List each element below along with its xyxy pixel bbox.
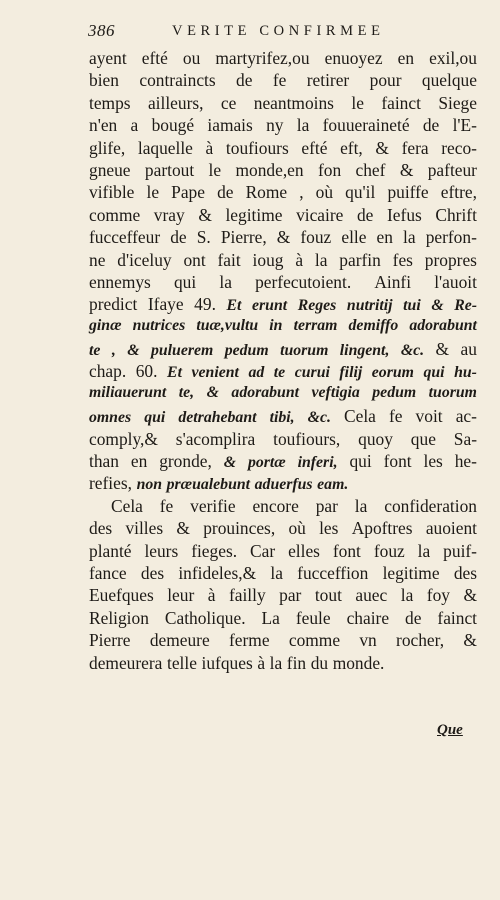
word: puif-: [443, 540, 477, 561]
word: Pape: [171, 182, 205, 203]
word: du: [310, 652, 329, 673]
word: prouinces,: [203, 518, 276, 539]
word: perfon-: [425, 227, 477, 248]
italic-word: qui: [423, 364, 445, 382]
word: fait: [217, 249, 241, 270]
word: gronde,: [159, 451, 212, 472]
word: ferme: [229, 630, 270, 651]
text-line: [89, 361, 477, 383]
word: où: [315, 182, 334, 203]
word: &: [463, 585, 477, 606]
word: vn: [359, 630, 377, 651]
word: puiffe: [387, 182, 429, 203]
word: enuoyez: [324, 48, 383, 68]
word: fouz: [300, 227, 332, 248]
italic-word: tui: [403, 297, 421, 315]
word: 60.: [135, 361, 158, 382]
word: des: [89, 518, 113, 539]
italic-word: te: [273, 364, 286, 382]
word: en: [397, 48, 415, 68]
text-line: [89, 205, 477, 227]
word: fainct: [437, 607, 477, 628]
italic-word: demiffo: [348, 316, 399, 334]
text-line: [89, 160, 477, 182]
word: la: [219, 271, 232, 292]
word: qu'il: [345, 182, 376, 203]
word: failly: [228, 585, 266, 606]
text-line: [89, 541, 477, 563]
word: de: [422, 115, 440, 136]
word: fouueraineté: [322, 115, 410, 136]
word: fe: [388, 406, 403, 427]
word: predict: [89, 294, 138, 315]
italic-word: tuæ,vultu: [196, 316, 259, 334]
word: refies,: [89, 473, 132, 494]
word: ce: [220, 92, 237, 113]
italic-word: tibi,: [269, 409, 295, 427]
word: telle: [166, 652, 197, 673]
text-line: [89, 496, 477, 518]
word: demeurera: [89, 652, 163, 673]
word: neantmoins: [253, 92, 334, 113]
word: villes: [125, 518, 164, 539]
italic-word: Reges: [297, 297, 337, 315]
italic-word: aduerfus: [254, 476, 313, 494]
word: ,: [299, 182, 304, 203]
text-line: [89, 250, 477, 272]
word: iamais: [207, 115, 253, 136]
italic-word: puluerem: [150, 342, 214, 360]
word: l'E-: [452, 115, 477, 136]
italic-word: ,: [111, 342, 116, 360]
word: Pierre: [89, 630, 131, 651]
word: propres: [424, 249, 477, 270]
word: qui: [349, 451, 372, 472]
word: partout: [144, 159, 195, 180]
word: la: [314, 249, 328, 270]
word: contraincts: [139, 70, 216, 91]
word: martyrifez,ou: [215, 48, 310, 68]
word: fe: [159, 495, 174, 516]
word: infideles,&: [178, 562, 257, 583]
word: vifible: [89, 182, 135, 203]
word: iufques: [201, 652, 253, 673]
word: Cela: [111, 495, 143, 516]
italic-word: eam.: [317, 476, 349, 494]
word: d'iceluy: [117, 249, 172, 270]
word: eft,: [340, 137, 363, 158]
word: he-: [454, 451, 477, 472]
italic-word: terram: [293, 316, 338, 334]
italic-word: Re-: [454, 297, 477, 315]
text-line: [89, 473, 477, 495]
word: fucceffeur: [89, 227, 161, 248]
text-line: [89, 138, 477, 160]
word: &: [463, 630, 477, 651]
text-line: [89, 608, 477, 630]
italic-word: filij: [339, 364, 363, 382]
text-line: [89, 115, 477, 137]
italic-word: Et: [167, 364, 182, 382]
word: la: [269, 652, 283, 673]
word: ont: [183, 249, 206, 270]
word: Religion: [89, 607, 149, 628]
catchword: Que: [437, 722, 463, 738]
word: la: [354, 495, 368, 516]
word: à: [207, 585, 216, 606]
word: la: [296, 115, 310, 136]
word: &: [399, 159, 414, 180]
word: gneue: [89, 159, 131, 180]
body-text: [89, 48, 477, 675]
word: ou: [182, 48, 201, 68]
word: than: [89, 451, 119, 472]
text-line: [89, 339, 477, 361]
word: elle: [341, 227, 367, 248]
word: en: [376, 227, 393, 248]
word: bougé: [151, 115, 195, 136]
italic-word: præualebunt: [166, 476, 251, 494]
italic-word: veftigia: [311, 383, 360, 401]
text-line: [89, 518, 477, 540]
word: efté: [301, 137, 328, 158]
word: la: [270, 562, 283, 583]
word: &: [198, 204, 212, 225]
text-line: [89, 272, 477, 294]
text-line: [89, 227, 477, 249]
word: feule: [295, 607, 331, 628]
word: rocher,: [396, 630, 445, 651]
italic-word: curui: [294, 364, 330, 382]
word: Siege: [438, 92, 477, 113]
italic-word: tuorum: [280, 342, 329, 360]
word: par: [315, 495, 338, 516]
text-line: [89, 384, 477, 406]
word: des: [140, 562, 165, 583]
word: &: [176, 518, 190, 539]
word: S.: [196, 227, 211, 248]
word: Cela: [344, 406, 376, 427]
word: l'auoit: [434, 271, 477, 292]
word: ne: [89, 249, 106, 270]
word: Euefques: [89, 585, 154, 606]
word: Pierre,: [220, 227, 267, 248]
text-line: [89, 70, 477, 92]
italic-word: &c.: [307, 409, 331, 427]
word: comply,&: [89, 428, 158, 449]
word: Rome: [245, 182, 288, 203]
italic-word: hu-: [454, 364, 477, 382]
italic-word: adorabunt: [409, 316, 477, 334]
word: fera: [401, 137, 429, 158]
word: de: [217, 182, 234, 203]
italic-word: nutritij: [346, 297, 393, 315]
italic-word: te,: [178, 383, 195, 401]
word: monde.: [332, 652, 385, 673]
word: Chrift: [435, 204, 477, 225]
italic-word: erunt: [252, 297, 288, 315]
text-line: [89, 182, 477, 204]
italic-word: ginæ: [89, 316, 122, 334]
word: au: [460, 339, 477, 360]
word: fieges.: [191, 540, 238, 561]
word: Catholique.: [164, 607, 246, 628]
text-line: [89, 630, 477, 652]
word: temps: [89, 92, 131, 113]
word: comme: [288, 630, 341, 651]
word: fucceffion: [297, 562, 369, 583]
word: les: [423, 451, 443, 472]
word: auec: [355, 585, 388, 606]
word: la: [400, 585, 414, 606]
word: confideration: [384, 495, 477, 516]
italic-word: detrahebant: [178, 409, 257, 427]
word: monde,en: [235, 159, 304, 180]
italic-word: nutrices: [132, 316, 186, 334]
word: legitime: [225, 204, 283, 225]
word: ailleurs,: [147, 92, 204, 113]
word: Ainfi: [374, 271, 412, 292]
word: fes: [392, 249, 413, 270]
word: la: [417, 540, 431, 561]
word: vray: [153, 204, 185, 225]
word: font: [332, 540, 361, 561]
italic-word: te: [89, 342, 101, 360]
word: auoient: [425, 518, 477, 539]
word: parfin: [339, 249, 381, 270]
word: ac-: [455, 406, 477, 427]
word: perfecutoient.: [255, 271, 352, 292]
word: leur: [167, 585, 195, 606]
word: eftre,: [440, 182, 477, 203]
word: glife,: [89, 137, 126, 158]
word: ny: [266, 115, 284, 136]
word: ennemys: [89, 271, 151, 292]
italic-word: adorabunt: [231, 383, 300, 401]
italic-word: in: [269, 316, 283, 334]
word: exil,ou: [429, 48, 477, 68]
word: efté: [141, 48, 168, 68]
italic-word: pedum: [372, 383, 417, 401]
italic-word: eorum: [371, 364, 414, 382]
word: chaire: [346, 607, 390, 628]
text-line: [89, 317, 477, 339]
italic-word: venient: [191, 364, 239, 382]
word: comme: [89, 204, 141, 225]
word: n'en: [89, 115, 118, 136]
word: font: [383, 451, 412, 472]
word: le: [208, 159, 222, 180]
word: encore: [252, 495, 299, 516]
word: demeure: [149, 630, 210, 651]
word: a: [130, 115, 139, 136]
word: quoy: [358, 428, 393, 449]
word: tout: [314, 585, 342, 606]
italic-word: tuorum: [428, 383, 477, 401]
word: 49.: [194, 294, 216, 315]
italic-word: &: [223, 454, 237, 472]
word: chap.: [89, 361, 127, 382]
word: à: [295, 249, 304, 270]
word: de: [170, 227, 187, 248]
text-line: [89, 406, 477, 428]
word: verifie: [190, 495, 236, 516]
word: toufiours: [225, 137, 289, 158]
word: voit: [415, 406, 443, 427]
text-line: [89, 563, 477, 585]
italic-word: ad: [248, 364, 265, 382]
italic-word: Et: [226, 297, 242, 315]
word: ayent: [89, 48, 127, 68]
word: où: [288, 518, 306, 539]
word: fance: [89, 562, 127, 583]
italic-word: inferi,: [297, 454, 338, 472]
word: leurs: [144, 540, 179, 561]
italic-word: qui: [144, 409, 166, 427]
word: La: [261, 607, 280, 628]
text-line: [89, 585, 477, 607]
italic-word: portæ: [247, 454, 286, 472]
word: Sa-: [453, 428, 477, 449]
italic-word: lingent,: [339, 342, 390, 360]
word: fon: [317, 159, 342, 180]
word: en: [130, 451, 148, 472]
italic-word: non: [136, 476, 163, 494]
italic-word: omnes: [89, 409, 132, 427]
word: la: [403, 227, 416, 248]
word: vicaire: [296, 204, 344, 225]
word: par: [279, 585, 302, 606]
text-line: [89, 294, 477, 316]
word: legitime: [382, 562, 440, 583]
word: fainct: [381, 92, 421, 113]
word: pafteur: [427, 159, 477, 180]
italic-word: &: [431, 297, 444, 315]
word: &: [276, 227, 291, 248]
word: le: [146, 182, 160, 203]
word: les: [319, 518, 339, 539]
text-line: [89, 93, 477, 115]
italic-word: &: [206, 383, 219, 401]
word: de: [405, 607, 422, 628]
word: s'acomplira: [175, 428, 256, 449]
text-line: [89, 653, 477, 675]
word: &: [435, 339, 450, 360]
word: des: [453, 562, 477, 583]
word: Ifaye: [147, 294, 184, 315]
word: fe: [272, 70, 287, 91]
word: à: [205, 137, 214, 158]
text-line: [89, 451, 477, 473]
word: à: [257, 652, 266, 673]
word: Car: [250, 540, 276, 561]
word: de: [236, 70, 253, 91]
italic-word: &: [127, 342, 140, 360]
word: quelque: [421, 70, 477, 91]
text-line: [89, 48, 477, 70]
word: Iefus: [387, 204, 422, 225]
word: Apoftres: [351, 518, 413, 539]
word: fouz: [373, 540, 405, 561]
word: de: [356, 204, 374, 225]
word: foy: [426, 585, 450, 606]
italic-word: miliauerunt: [89, 383, 167, 401]
italic-word: pedum: [224, 342, 269, 360]
page-number: 386: [88, 21, 115, 40]
italic-word: &c.: [400, 342, 425, 360]
word: fin: [286, 652, 307, 673]
word: ioug: [252, 249, 284, 270]
word: pour: [369, 70, 402, 91]
word: &: [375, 137, 389, 158]
word: qui: [173, 271, 197, 292]
word: planté: [89, 540, 132, 561]
text-line: [89, 429, 477, 451]
word: chef: [355, 159, 386, 180]
word: toufiours,: [273, 428, 341, 449]
word: bien: [89, 70, 119, 91]
word: reco-: [441, 137, 477, 158]
word: elles: [288, 540, 320, 561]
word: retirer: [306, 70, 350, 91]
word: que: [410, 428, 436, 449]
word: laquelle: [137, 137, 193, 158]
running-title: VERITE CONFIRMEE: [172, 23, 385, 39]
word: le: [351, 92, 364, 113]
